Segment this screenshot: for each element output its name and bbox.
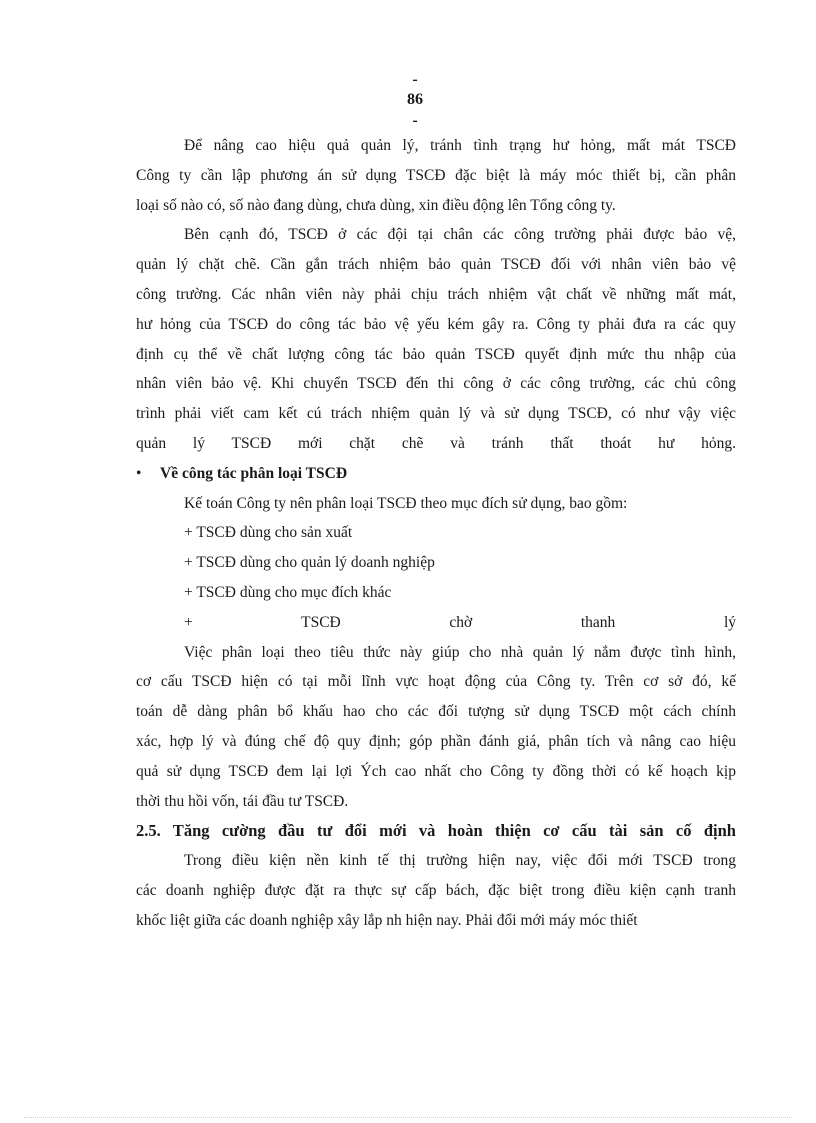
document-body	[136, 131, 736, 936]
text-line: quản lý TSCĐ mới chặt chẽ và tránh thất thoát hư hỏng.	[136, 434, 736, 452]
bullet-heading	[136, 459, 736, 489]
list-item: + TSCĐ dùng cho sản xuất	[184, 524, 353, 542]
text-line: trình phải viết cam kết cú trách nhiệm quản lý và sử dụng TSCĐ, có như vậy việc	[136, 405, 736, 423]
text-line: công trường. Các nhân viên này phải chịu trách nhiệm vật chất về những mất mát,	[136, 285, 736, 303]
bullet-icon: •	[136, 464, 142, 482]
text-line: hư hỏng của TSCĐ do công tác bảo vệ yếu kém gây ra. Công ty phải đưa ra các quy	[136, 315, 736, 333]
paragraph-investment	[136, 846, 736, 935]
text-line: khốc liệt giữa các doanh nghiệp xây lắp nh hiện nay. Phải đổi mới máy móc thiết	[136, 911, 638, 929]
page-bottom-border	[24, 1117, 792, 1118]
text-line: Trong điều kiện nền kinh tế thị trường hiện nay, việc đổi mới TSCĐ trong	[184, 852, 736, 870]
text-line: Việc phân loại theo tiêu thức này giúp cho nhà quản lý nắm được tình hình,	[184, 643, 736, 661]
text-line: quả sử dụng TSCĐ đem lại lợi Ých cao nhất cho Công ty đồng thời có kế hoạch kịp	[136, 762, 736, 780]
text-line: quản lý chặt chẽ. Cần gắn trách nhiệm bảo quản TSCĐ đối với nhân viên bảo vệ	[136, 256, 736, 274]
paragraph-asset-protection	[136, 220, 736, 458]
list-item: + TSCĐ chờ thanh lý	[184, 613, 736, 631]
text-line: cơ cấu TSCĐ hiện có tại mỗi lĩnh vực hoạt động của Công ty. Trên cơ sở đó, kế	[136, 673, 736, 691]
text-line: toán dễ dàng phân bổ khấu hao cho các đối tượng sử dụng TSCĐ một cách chính	[136, 703, 736, 721]
page-number-dash-top: -	[412, 71, 418, 88]
text-line: các doanh nghiệp được đặt ra thực sự cấp bách, đặc biệt trong điều kiện cạnh tranh	[136, 882, 736, 900]
paragraph-classification-benefit	[136, 638, 736, 817]
text-line: thời thu hồi vốn, tái đầu tư TSCĐ.	[136, 792, 349, 810]
text-line: Để nâng cao hiệu quả quản lý, tránh tình trạng hư hỏng, mất mát TSCĐ	[184, 137, 736, 154]
text-line: Bên cạnh đó, TSCĐ ở các đội tại chân các công trường phải được bảo vệ,	[184, 226, 736, 244]
section-heading: 2.5. Tăng cường đầu tư đổi mới và hoàn thiện cơ cấu tài sản cố định	[136, 821, 736, 841]
text-line: định cụ thể về chất lượng công tác bảo quản TSCĐ quyết định mức thu nhập của	[136, 345, 736, 363]
classification-list	[136, 489, 736, 638]
text-line: Công ty cần lập phương án sử dụng TSCĐ đặc biệt là máy móc thiết bị, cần phân	[136, 166, 736, 184]
page-number-dash-bottom: -	[412, 112, 418, 129]
list-item: + TSCĐ dùng cho mục đích khác	[184, 583, 392, 601]
paragraph-asset-management	[136, 131, 736, 220]
page-number: 86	[407, 91, 423, 108]
bullet-heading-text: Về công tác phân loại TSCĐ	[160, 464, 348, 482]
text-line: nhân viên bảo vệ. Khi chuyển TSCĐ đến thi công ở các công trường, các chủ công	[136, 375, 736, 393]
classification-intro: Kế toán Công ty nên phân loại TSCĐ theo mục đích sử dụng, bao gồm:	[184, 494, 628, 512]
text-line: loại số nào có, số nào đang dùng, chưa dùng, xin điều động lên Tổng công ty.	[136, 196, 616, 214]
text-line: xác, hợp lý và đúng chế độ quy định; góp phần đánh giá, phân tích và nâng cao hiệu	[136, 732, 736, 750]
list-item: + TSCĐ dùng cho quản lý doanh nghiệp	[184, 554, 435, 572]
